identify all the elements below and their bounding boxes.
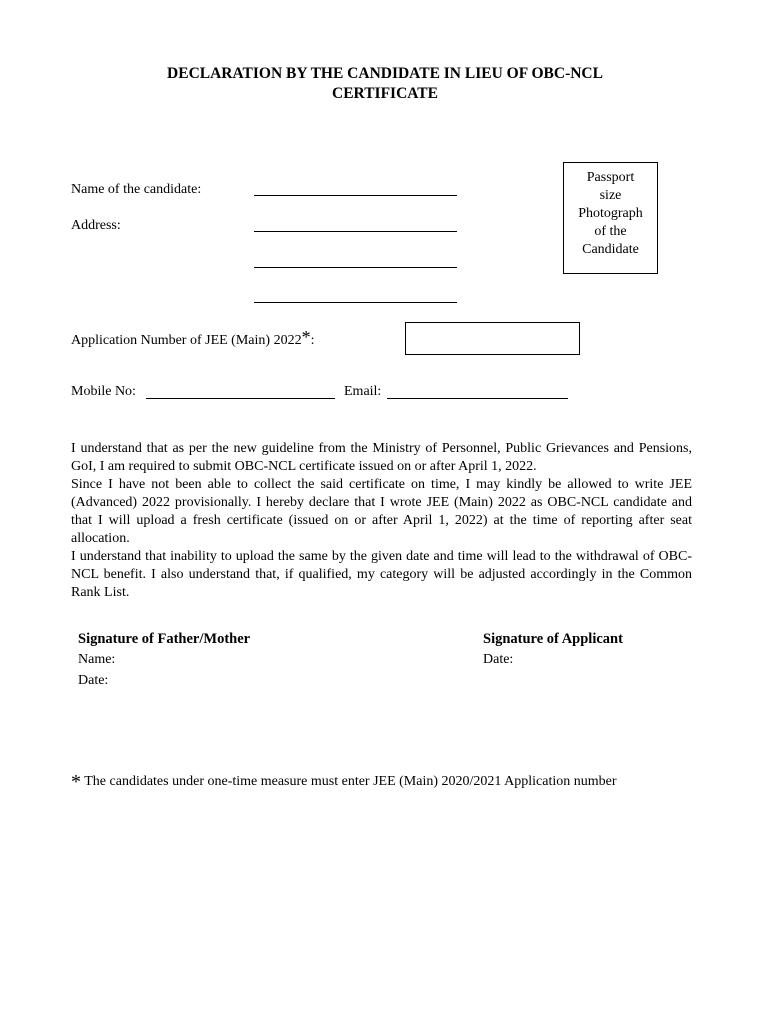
- document-title: [0, 64, 770, 104]
- declaration-paragraph-2: Since I have not been able to collect the said certificate on time, I may kindly be allowed to write JEE (Advanced) 2022 provisionally. I hereby declare that I wrote JEE (Main) 2022 as OBC-NCL candidate and that I will upload a fresh certificate (issued on or after April 1, 2022) at the time of reporting after seat allocation.: [71, 477, 692, 546]
- application-number-label-text: Application Number of JEE (Main) 2022: [71, 333, 302, 348]
- photo-box-line-4: of the: [594, 224, 627, 239]
- address-label: Address:: [71, 218, 121, 233]
- photo-box-line-2: size: [599, 188, 622, 203]
- name-label: Name of the candidate:: [71, 182, 202, 197]
- email-label: Email:: [344, 384, 382, 399]
- passport-photo-box[interactable]: [563, 162, 658, 274]
- footnote-asterisk: *: [71, 771, 81, 793]
- photo-box-line-3: Photograph: [578, 206, 643, 221]
- address-field-line-3[interactable]: [254, 302, 457, 303]
- declaration-paragraph-3: I understand that inability to upload the same by the given date and time will lead to the withdrawal of OBC-NCL benefit. I also understand that, if qualified, my category will be adjusted accordingly in the Common Rank List.: [71, 549, 692, 600]
- title-line-1: DECLARATION BY THE CANDIDATE IN LIEU OF OBC-NCL: [167, 65, 603, 82]
- footnote: [71, 773, 617, 791]
- footnote-text: The candidates under one-time measure must enter JEE (Main) 2020/2021 Application number: [84, 774, 617, 789]
- declaration-text: [71, 440, 692, 602]
- applicant-signature-heading: Signature of Applicant: [483, 631, 623, 647]
- email-field[interactable]: [387, 398, 568, 399]
- asterisk-marker: *: [301, 327, 311, 347]
- parent-name-label: Name:: [78, 652, 116, 667]
- address-field-line-2[interactable]: [254, 267, 457, 268]
- parent-signature-heading: Signature of Father/Mother: [78, 631, 251, 647]
- declaration-paragraph-1: I understand that as per the new guideline from the Ministry of Personnel, Public Grievances and Pensions, GoI, I am required to submit OBC-NCL certificate issued on or after April 1, 2022.: [71, 441, 692, 474]
- mobile-field[interactable]: [146, 398, 335, 399]
- address-field-line-1[interactable]: [254, 231, 457, 232]
- parent-date-label: Date:: [78, 673, 109, 688]
- photo-box-line-1: Passport: [586, 170, 635, 185]
- title-line-2: CERTIFICATE: [332, 85, 438, 102]
- name-field[interactable]: [254, 195, 457, 196]
- mobile-label: Mobile No:: [71, 384, 136, 399]
- application-number-colon: :: [310, 333, 315, 348]
- application-number-input[interactable]: [405, 322, 580, 355]
- application-number-label: [71, 328, 314, 350]
- photo-box-line-5: Candidate: [582, 242, 639, 257]
- applicant-date-label: Date:: [483, 652, 514, 667]
